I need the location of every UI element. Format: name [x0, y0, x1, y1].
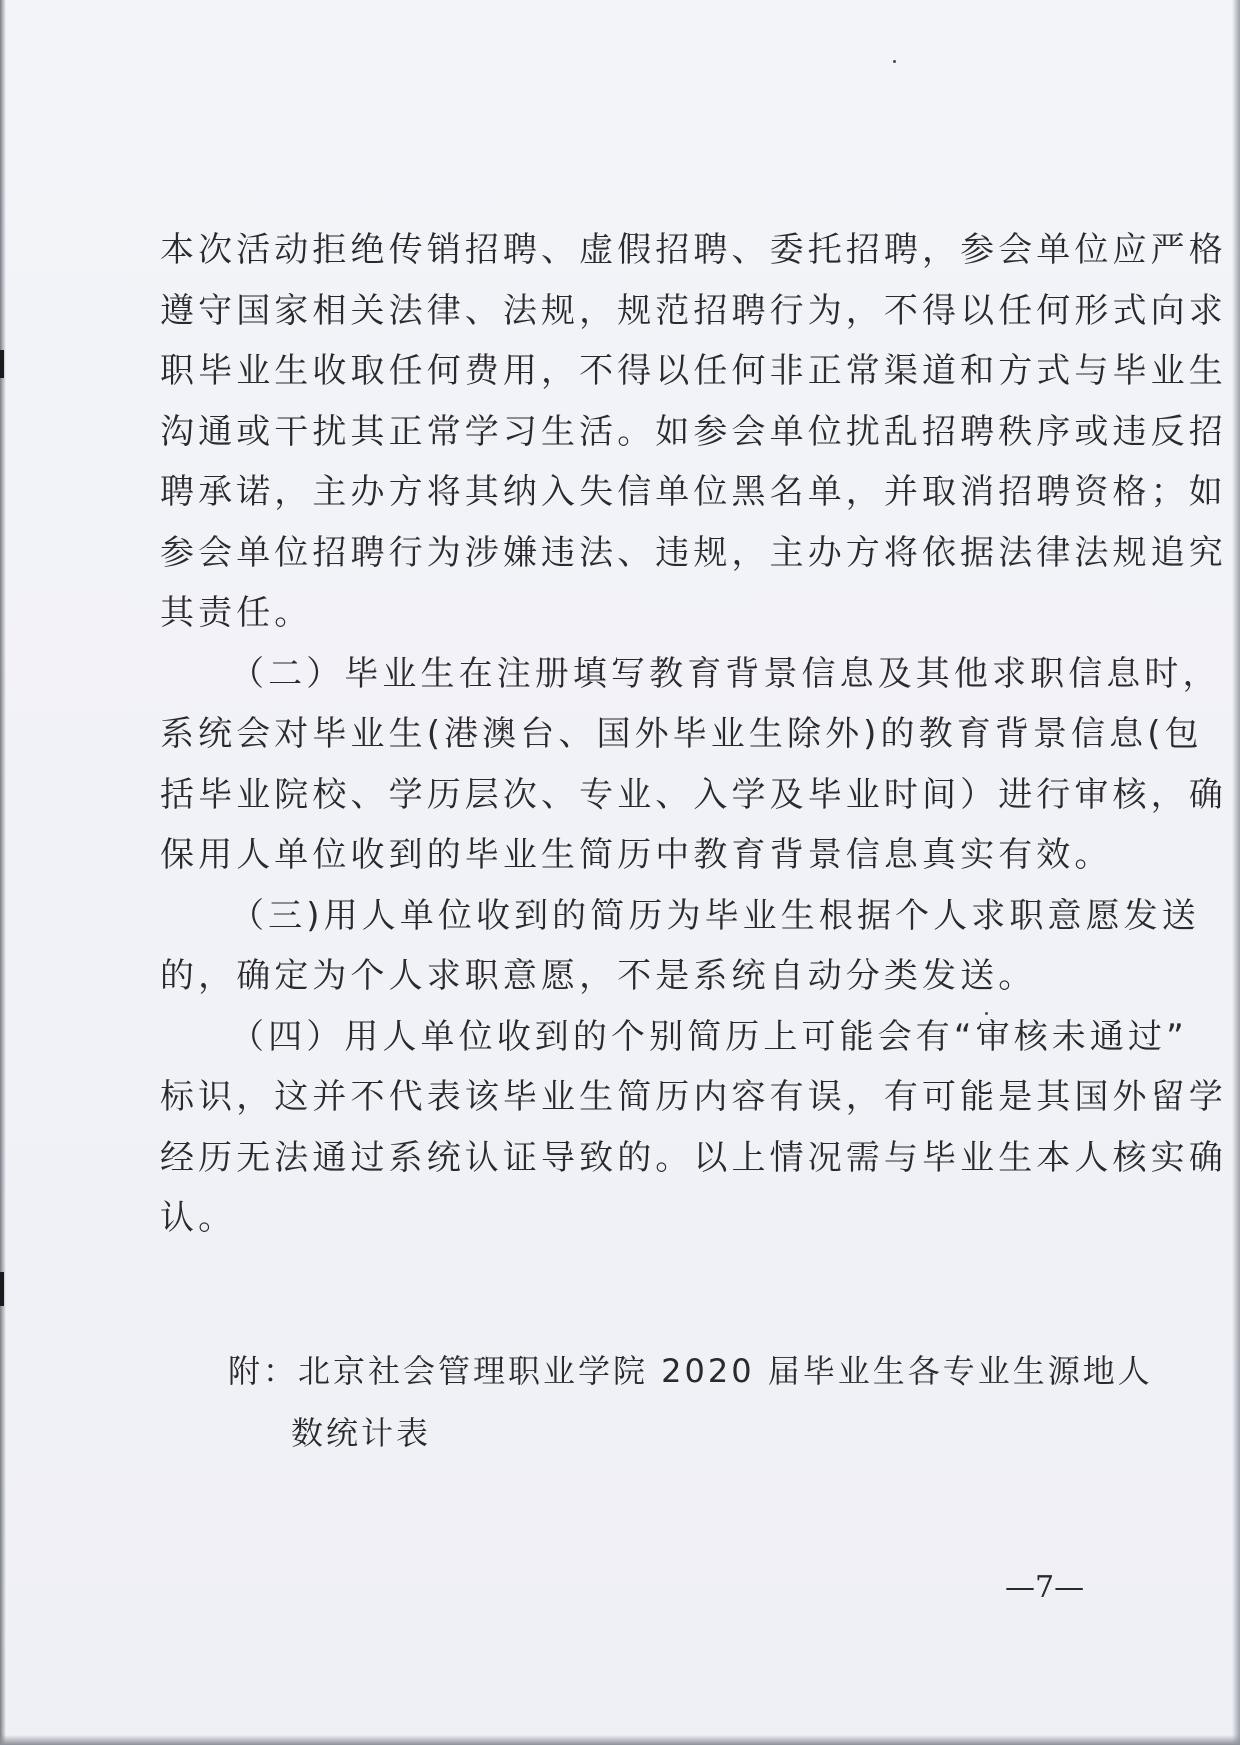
scan-edge-left	[0, 0, 6, 1745]
text-line: 职毕业生收取任何费用，不得以任何非正常渠道和方式与毕业生	[160, 351, 1227, 391]
text-line: （二）毕业生在注册填写教育背景信息及其他求职信息时，	[230, 653, 1221, 694]
text-line: 经历无法通过系统认证导致的。以上情况需与毕业生本人核实确	[160, 1137, 1227, 1178]
text-line: 保用人单位收到的毕业生简历中教育背景信息真实有效。	[160, 835, 1113, 875]
text-line: 其责任。	[160, 593, 313, 633]
text-line: 沟通或干扰其正常学习生活。如参会单位扰乱招聘秩序或违反招	[160, 411, 1227, 452]
paragraph-3	[160, 886, 1200, 1007]
paragraph-1	[160, 220, 1227, 644]
binding-mark-lower	[0, 1272, 4, 1306]
attachment-title-continuation: 数统计表	[291, 1414, 432, 1452]
scan-edge-bottom	[0, 1735, 1240, 1745]
scan-edge-right	[1232, 0, 1240, 1745]
paragraph-2	[160, 644, 1227, 886]
attachment-note	[228, 1340, 1153, 1464]
text-line: 参会单位招聘行为涉嫌违法、违规，主办方将依据法律法规追究	[160, 532, 1227, 573]
text-line: 标识，这并不代表该毕业生简历内容有误，有可能是其国外留学	[160, 1077, 1227, 1117]
scan-speck	[893, 60, 896, 63]
body-text	[160, 220, 1227, 1249]
attachment-title: 附：北京社会管理职业学院 2020 届毕业生各专业生源地人	[228, 1352, 1153, 1390]
text-line: 遵守国家相关法律、法规，规范招聘行为，不得以任何形式向求	[160, 290, 1227, 331]
text-line: （四）用人单位收到的个别简历上可能会有“审核未通过”	[230, 1016, 1188, 1057]
text-line: 认。	[160, 1198, 237, 1238]
text-line: 括毕业院校、学历层次、专业、入学及毕业时间）进行审核，确	[160, 774, 1227, 815]
text-line: 系统会对毕业生(港澳台、国外毕业生除外)的教育背景信息(包	[160, 714, 1203, 754]
text-line: （三)用人单位收到的简历为毕业生根据个人求职意愿发送	[230, 895, 1200, 936]
binding-mark-upper	[0, 350, 4, 378]
text-line: 聘承诺，主办方将其纳入失信单位黑名单，并取消招聘资格；如	[160, 472, 1227, 512]
text-line: 本次活动拒绝传销招聘、虚假招聘、委托招聘，参会单位应严格	[160, 230, 1227, 270]
page-number: —7—	[1005, 1570, 1085, 1605]
paragraph-4	[160, 1007, 1227, 1249]
text-line: 的，确定为个人求职意愿，不是系统自动分类发送。	[160, 956, 1037, 996]
